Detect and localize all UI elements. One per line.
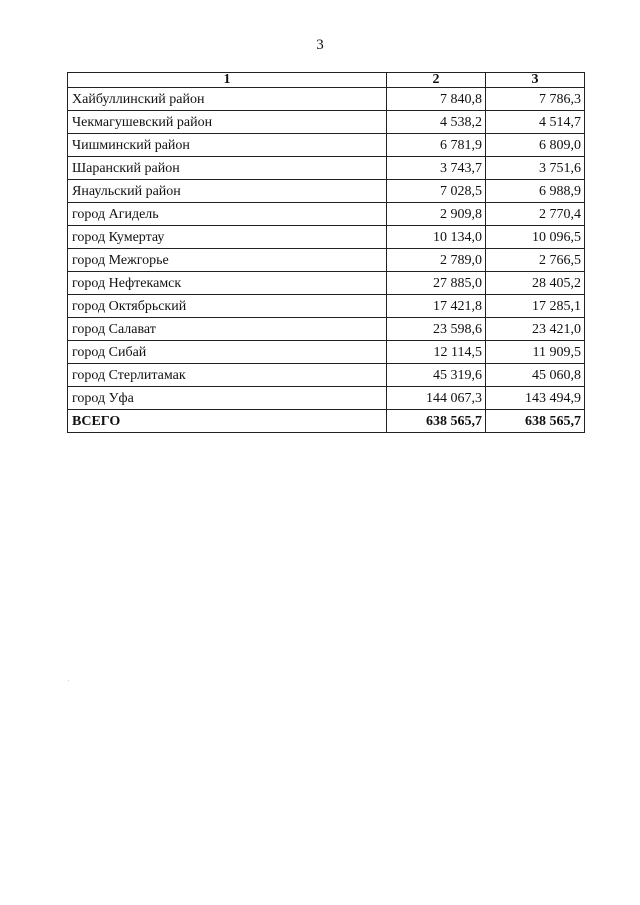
table-row	[68, 111, 585, 134]
table-row	[68, 88, 585, 111]
table-total-row	[68, 410, 585, 433]
total-value-col2: 638 565,7	[387, 410, 486, 433]
row-name: город Стерлитамак	[68, 364, 387, 387]
table-row	[68, 295, 585, 318]
row-value-col3: 7 786,3	[486, 88, 585, 111]
row-name: Янаульский район	[68, 180, 387, 203]
row-value-col3: 6 809,0	[486, 134, 585, 157]
row-value-col2: 2 789,0	[387, 249, 486, 272]
table-row	[68, 387, 585, 410]
row-name: город Кумертау	[68, 226, 387, 249]
row-value-col3: 2 770,4	[486, 203, 585, 226]
table-row	[68, 226, 585, 249]
row-value-col2: 6 781,9	[387, 134, 486, 157]
column-header: 2	[387, 73, 486, 88]
row-value-col3: 6 988,9	[486, 180, 585, 203]
row-value-col2: 3 743,7	[387, 157, 486, 180]
row-name: город Нефтекамск	[68, 272, 387, 295]
row-value-col3: 4 514,7	[486, 111, 585, 134]
table-row	[68, 318, 585, 341]
row-value-col3: 11 909,5	[486, 341, 585, 364]
column-header: 3	[486, 73, 585, 88]
table-row	[68, 203, 585, 226]
row-value-col3: 17 285,1	[486, 295, 585, 318]
row-value-col2: 4 538,2	[387, 111, 486, 134]
table-row	[68, 157, 585, 180]
row-value-col2: 7 028,5	[387, 180, 486, 203]
row-name: город Уфа	[68, 387, 387, 410]
row-name: город Салават	[68, 318, 387, 341]
row-name: Шаранский район	[68, 157, 387, 180]
row-name: город Сибай	[68, 341, 387, 364]
row-value-col3: 2 766,5	[486, 249, 585, 272]
row-name: город Межгорье	[68, 249, 387, 272]
row-value-col2: 2 909,8	[387, 203, 486, 226]
table-row	[68, 364, 585, 387]
row-name: Чишминский район	[68, 134, 387, 157]
row-name: город Октябрьский	[68, 295, 387, 318]
row-value-col3: 28 405,2	[486, 272, 585, 295]
row-value-col2: 12 114,5	[387, 341, 486, 364]
row-value-col2: 17 421,8	[387, 295, 486, 318]
row-value-col2: 23 598,6	[387, 318, 486, 341]
row-value-col2: 27 885,0	[387, 272, 486, 295]
row-value-col3: 143 494,9	[486, 387, 585, 410]
row-value-col3: 45 060,8	[486, 364, 585, 387]
total-label: ВСЕГО	[68, 410, 387, 433]
row-value-col2: 144 067,3	[387, 387, 486, 410]
row-value-col2: 7 840,8	[387, 88, 486, 111]
table-header-row	[68, 73, 585, 88]
row-name: Хайбуллинский район	[68, 88, 387, 111]
column-header: 1	[68, 73, 387, 88]
row-value-col3: 3 751,6	[486, 157, 585, 180]
table-row	[68, 249, 585, 272]
page-number: 3	[316, 37, 324, 53]
row-value-col2: 10 134,0	[387, 226, 486, 249]
row-value-col2: 45 319,6	[387, 364, 486, 387]
table-row	[68, 134, 585, 157]
table-row	[68, 341, 585, 364]
row-name: город Агидель	[68, 203, 387, 226]
table-row	[68, 180, 585, 203]
row-value-col3: 10 096,5	[486, 226, 585, 249]
total-value-col3: 638 565,7	[486, 410, 585, 433]
table-row	[68, 272, 585, 295]
data-table	[67, 72, 585, 433]
scan-speck	[68, 680, 69, 681]
row-name: Чекмагушевский район	[68, 111, 387, 134]
row-value-col3: 23 421,0	[486, 318, 585, 341]
